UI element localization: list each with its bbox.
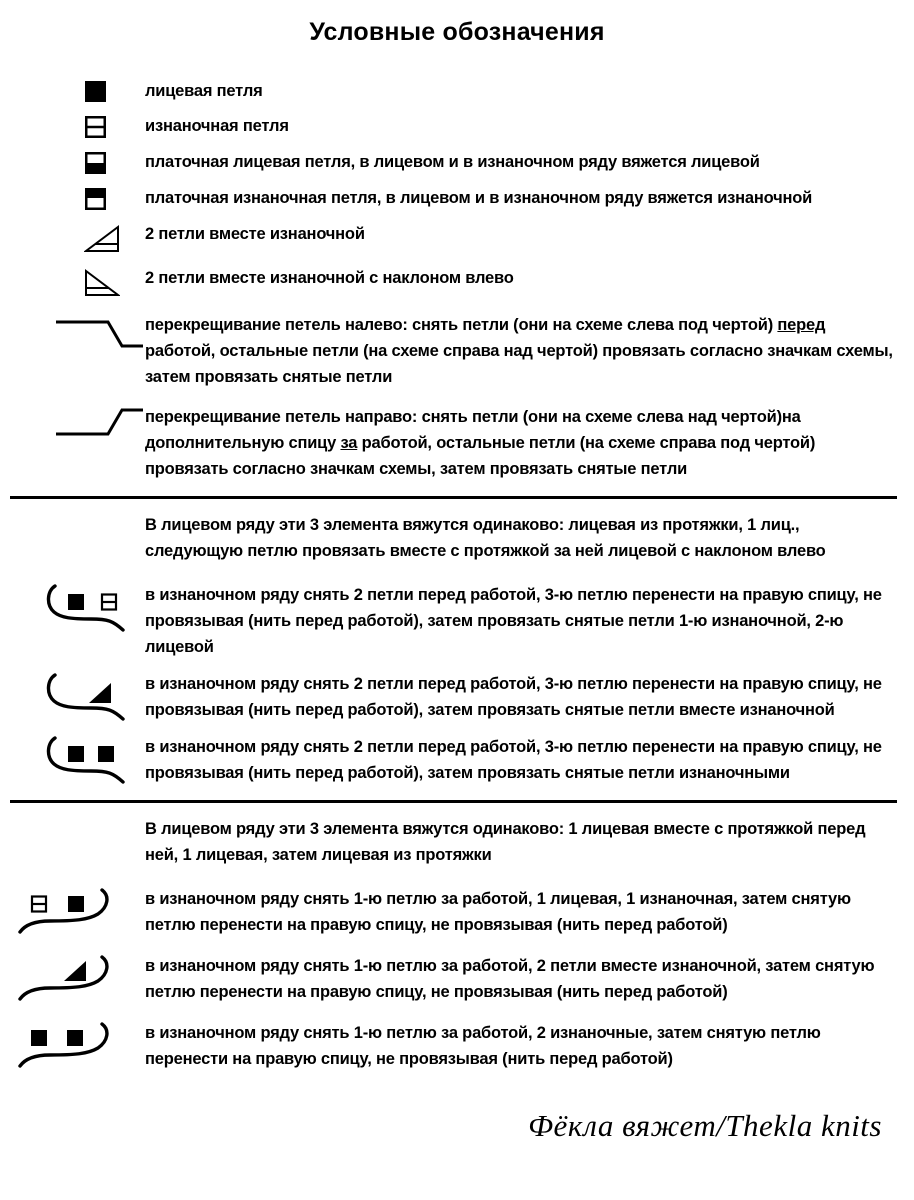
legend-row xyxy=(0,734,914,786)
swoosh-right-two-purl-icon xyxy=(0,1020,145,1070)
garter-purl-stitch-icon xyxy=(0,187,145,210)
legend-text: в изнаночном ряду снять 1-ю петлю за работой, 2 изнаночные, затем снятую петлю перенести на правую спицу, не провязывая (нить перед работой) xyxy=(145,1024,821,1068)
section-divider xyxy=(10,496,897,499)
legend-text: в изнаночном ряду снять 2 петли перед работой, 3-ю петлю перенести на правую спицу, не провязывая (нить перед работой), затем провязать снятые петли 1-ю изнаночной, 2-ю лицевой xyxy=(145,586,882,656)
section-header: В лицевом ряду эти 3 элемента вяжутся одинаково: лицевая из протяжки, 1 лиц., следующую петлю провязать вместе с протяжкой за ней лицевой с наклоном влево xyxy=(145,516,826,560)
legend-text: изнаночная петля xyxy=(145,117,289,135)
section-header: В лицевом ряду эти 3 элемента вяжутся одинаково: 1 лицевая вместе с протяжкой перед ней, 1 лицевая, затем лицевая из протяжки xyxy=(145,820,866,864)
purl-2-together-icon xyxy=(0,223,145,254)
legend-text-underlined: за xyxy=(340,434,358,452)
legend-text: в изнаночном ряду снять 2 петли перед работой, 3-ю петлю перенести на правую спицу, не провязывая (нить перед работой), затем провязать снятые петли вместе изнаночной xyxy=(145,675,882,719)
purl-2-together-left-icon xyxy=(0,267,145,298)
legend-text: в изнаночном ряду снять 1-ю петлю за работой, 1 лицевая, 1 изнаночная, затем снятую петлю перенести на правую спицу, не провязывая (нить перед работой) xyxy=(145,890,851,934)
knit-stitch-icon xyxy=(0,80,145,102)
legend-row xyxy=(0,187,914,210)
legend-text xyxy=(145,312,893,390)
right-combined-section xyxy=(0,816,914,1072)
legend-row xyxy=(0,115,914,138)
cross-right-icon xyxy=(0,404,145,437)
garter-knit-stitch-icon xyxy=(0,151,145,174)
legend-text-part: перекрещивание петель направо: снять петли (они на схеме слева над чертой)на дополнительную спицу xyxy=(145,408,801,452)
legend-row xyxy=(0,1020,914,1072)
legend-text: в изнаночном ряду снять 2 петли перед работой, 3-ю петлю перенести на правую спицу, не провязывая (нить перед работой), затем провязать снятые петли изнаночными xyxy=(145,738,882,782)
legend-row xyxy=(0,582,914,660)
legend-row xyxy=(0,312,914,390)
legend-text xyxy=(145,404,893,482)
legend-text: платочная изнаночная петля, в лицевом и в изнаночном ряду вяжется изнаночной xyxy=(145,189,813,207)
legend-row xyxy=(0,886,914,938)
swoosh-right-purl-knit-icon xyxy=(0,886,145,936)
basic-symbols-section xyxy=(0,80,914,482)
legend-row xyxy=(0,404,914,482)
cross-left-icon xyxy=(0,312,145,349)
left-combined-section xyxy=(0,512,914,786)
legend-text: платочная лицевая петля, в лицевом и в изнаночном ряду вяжется лицевой xyxy=(145,153,760,171)
swoosh-right-p2tog-icon xyxy=(0,953,145,1003)
legend-text-part: работой, остальные петли (на схеме справа над чертой) провязать согласно значкам схемы, затем провязать снятые петли xyxy=(145,342,893,386)
legend-text-part: работой, остальные петли (на схеме справа под чертой) провязать согласно значкам схемы, затем провязать снятые петли xyxy=(145,434,816,478)
purl-stitch-icon xyxy=(0,115,145,138)
legend-row xyxy=(0,953,914,1005)
section-divider xyxy=(10,800,897,803)
legend-row xyxy=(0,80,914,102)
legend-text: в изнаночном ряду снять 1-ю петлю за работой, 2 петли вместе изнаночной, затем снятую петлю перенести на правую спицу, не провязывая (нить перед работой) xyxy=(145,957,875,1001)
legend-row xyxy=(0,223,914,254)
page-title: Условные обозначения xyxy=(309,18,605,46)
legend-row xyxy=(0,151,914,174)
legend-row xyxy=(0,267,914,298)
legend-text: 2 петли вместе изнаночной xyxy=(145,225,365,243)
legend-text: 2 петли вместе изнаночной с наклоном влево xyxy=(145,269,514,287)
author-signature: Фёкла вяжет/Thekla knits xyxy=(528,1108,882,1143)
swoosh-left-p2tog-icon xyxy=(0,671,145,723)
swoosh-left-knit-purl-icon xyxy=(0,582,145,634)
legend-text: лицевая петля xyxy=(145,82,263,100)
legend-text-underlined: перед xyxy=(777,316,826,334)
legend-text-part: перекрещивание петель налево: снять петли (они на схеме слева под чертой) xyxy=(145,316,778,334)
legend-row xyxy=(0,671,914,723)
swoosh-left-two-purl-icon xyxy=(0,734,145,786)
